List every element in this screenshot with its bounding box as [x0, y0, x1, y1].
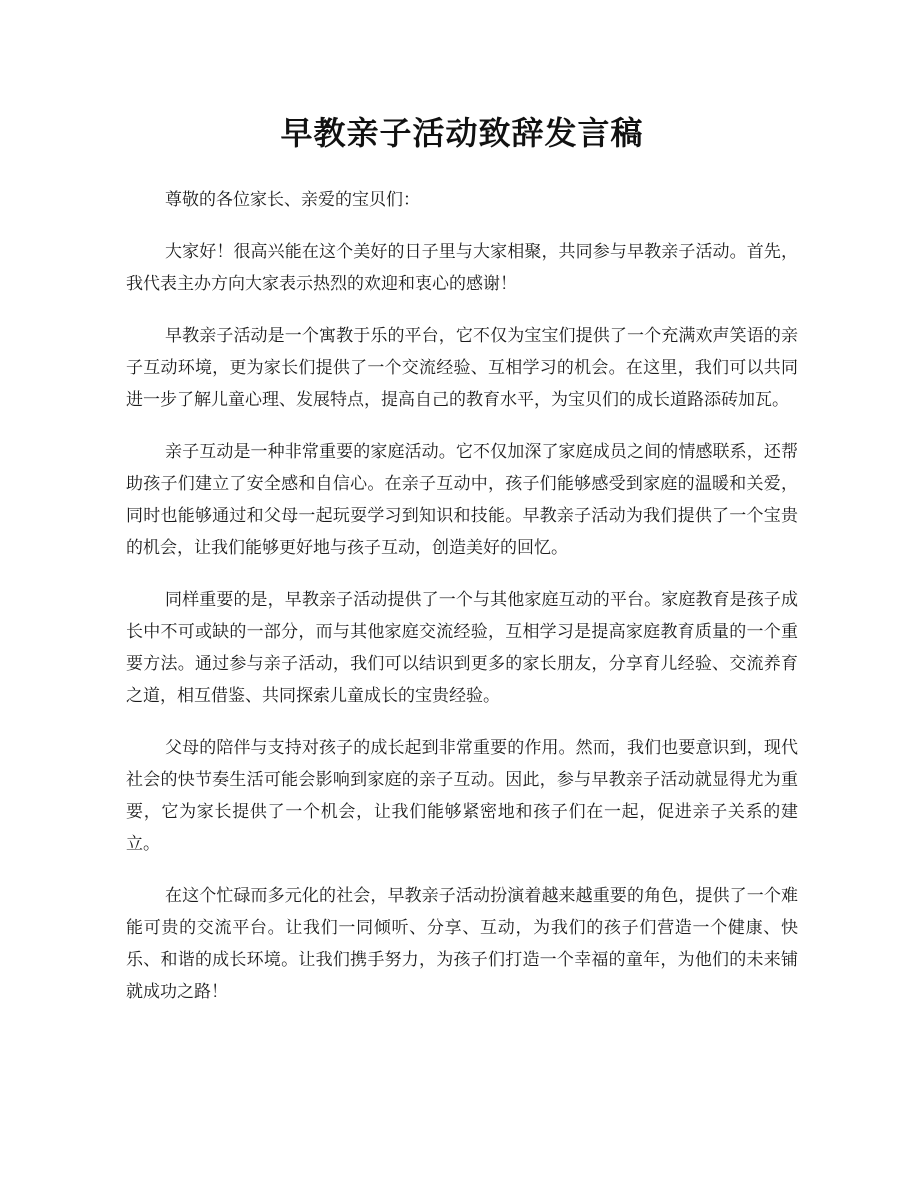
- document-title: 早教亲子活动致辞发言稿: [280, 114, 644, 152]
- paragraph-6: 在这个忙碌而多元化的社会，早教亲子活动扮演着越来越重要的角色，提供了一个难能可贵的交流平台。让我们一同倾听、分享、互动，为我们的孩子们营造一个健康、快乐、和谐的成长环境。让我们携手努力，为孩子们打造一个幸福的童年，为他们的未来铺就成功之路！: [126, 886, 798, 1002]
- paragraph-5: 父母的陪伴与支持对孩子的成长起到非常重要的作用。然而，我们也要意识到，现代社会的快节奏生活可能会影响到家庭的亲子互动。因此，参与早教亲子活动就显得尤为重要，它为家长提供了一个机会，让我们能够紧密地和孩子们在一起，促进亲子关系的建立。: [126, 738, 798, 854]
- paragraph-1: 大家好！很高兴能在这个美好的日子里与大家相聚，共同参与早教亲子活动。首先，我代表主办方向大家表示热烈的欢迎和衷心的感谢！: [126, 242, 798, 294]
- greeting-line: 尊敬的各位家长、亲爱的宝贝们：: [165, 190, 420, 210]
- paragraph-4: 同样重要的是，早教亲子活动提供了一个与其他家庭互动的平台。家庭教育是孩子成长中不可或缺的一部分，而与其他家庭交流经验，互相学习是提高家庭教育质量的一个重要方法。通过参与亲子活动，我们可以结识到更多的家长朋友，分享育儿经验、交流养育之道，相互借鉴、共同探索儿童成长的宝贵经验。: [126, 590, 798, 706]
- paragraph-2: 早教亲子活动是一个寓教于乐的平台，它不仅为宝宝们提供了一个充满欢声笑语的亲子互动环境，更为家长们提供了一个交流经验、互相学习的机会。在这里，我们可以共同进一步了解儿童心理、发展特点，提高自己的教育水平，为宝贝们的成长道路添砖加瓦。: [126, 326, 798, 410]
- paragraph-3: 亲子互动是一种非常重要的家庭活动。它不仅加深了家庭成员之间的情感联系，还帮助孩子们建立了安全感和自信心。在亲子互动中，孩子们能够感受到家庭的温暖和关爱，同时也能够通过和父母一起玩耍学习到知识和技能。早教亲子活动为我们提供了一个宝贵的机会，让我们能够更好地与孩子互动，创造美好的回忆。: [126, 442, 798, 558]
